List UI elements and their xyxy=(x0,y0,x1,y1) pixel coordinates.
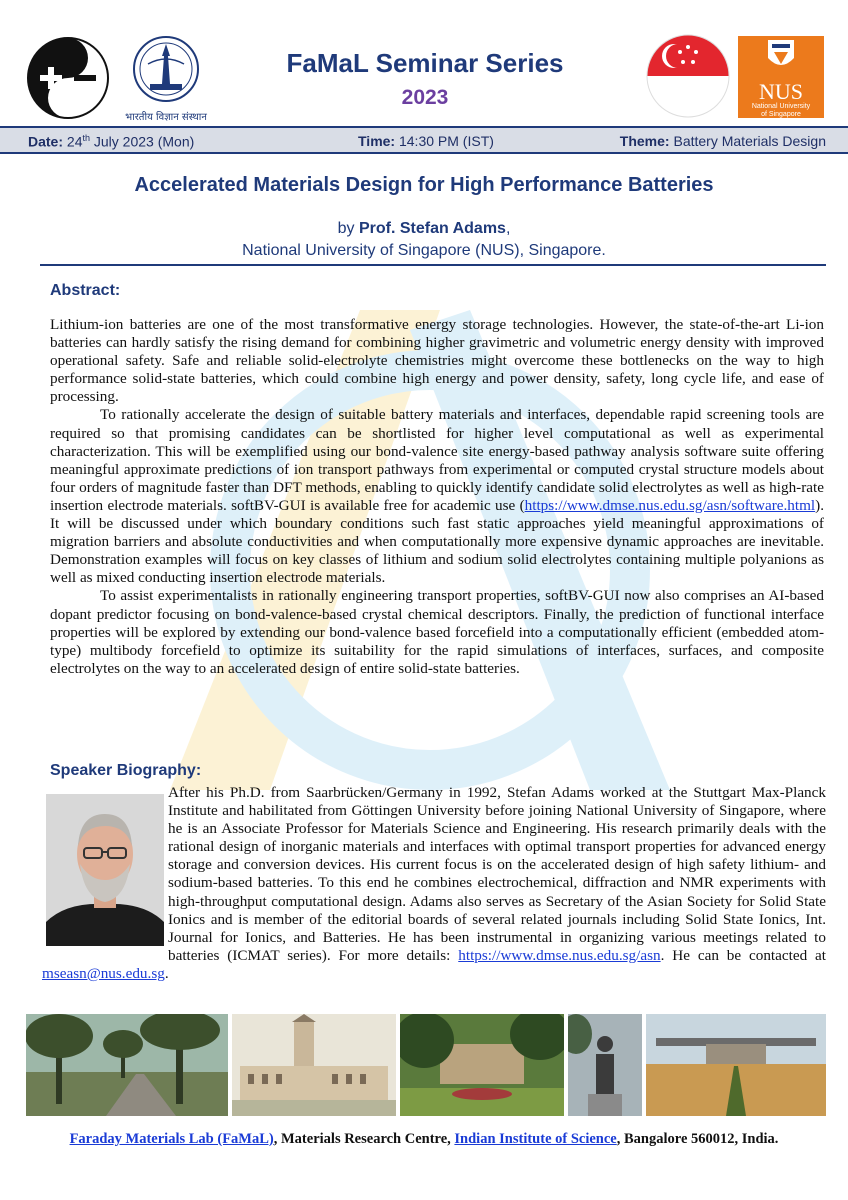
date-day: 24 xyxy=(66,133,83,150)
abstract-paragraph-2 xyxy=(50,406,824,587)
by-word: by xyxy=(337,220,355,237)
bio-text-a: After his Ph.D. from Saarbrücken/Germany in 1992, Stefan Adams worked at the Stuttgart Max-Planck Institute and habilitated from Göttingen University before joining National University of Singapore, where he is an Associate Professor for Materials Science and Engineering. His research primarily deals with the rational design of inorganic materials and interfaces with optimal transport properties for advanced energy storage and conversion devices. His current focus is on the accelerated design of high safety lithium- and sodium-based batteries. To this end he combines electrochemical, diffraction and NMR experiments with high-throughput computational design. Adams also serves as Secretary of the Asian Society for Solid State Ionics and is member of the editorial boards of several related journals including Solid State Ionics, Int. Journal for Ionics, and Batteries. He has been instrumental in organizing various meetings related to batteries (ICMAT series). For more details: xyxy=(168,784,826,964)
nus-crest-icon xyxy=(738,36,824,76)
email-link[interactable]: mseasn@nus.edu.sg xyxy=(42,964,165,982)
abstract-heading: Abstract: xyxy=(50,282,121,299)
campus-photo-statue xyxy=(568,1014,642,1116)
abstract-paragraph-3: To assist experimentalists in rationally engineering transport properties, softBV-GUI now also comprises an AI-based dopant predictor focusing on bond-valence-based crystal chemical descriptors. Finally, the prediction of functional interface properties will be explored by extending our bond-valence based forcefield into a computationally efficient (embedded atom-type) multibody forcefield to optimize its suitability for the rapid simulations of interfaces, surfaces, and composite electrolytes on the way to an accelerated design of entire solid-state batteries. xyxy=(50,587,824,677)
series-year: 2023 xyxy=(401,86,449,109)
bio-heading: Speaker Biography: xyxy=(50,762,202,779)
time-info xyxy=(358,133,494,149)
iisc-emblem-icon xyxy=(124,34,208,104)
asn-link[interactable]: https://www.dmse.nus.edu.sg/asn xyxy=(458,946,661,964)
campus-photo-trees xyxy=(26,1014,228,1116)
famal-link[interactable]: Faraday Materials Lab (FaMaL) xyxy=(69,1131,274,1147)
singapore-flag-logo xyxy=(646,34,730,118)
byline: by Prof. Stefan Adams, National University of Singapore (NUS), Singapore. xyxy=(0,218,848,262)
theme-label: Theme: xyxy=(619,133,670,149)
abstract-p2-text-a: To rationally accelerate the design of suitable battery materials and interfaces, dependable rapid screening tools are required so that promising candidates can be shortlisted for higher level computational as well as experimental characterization. This will be exemplified using our bond-valence site energy-based pathway analysis software suite offering meaningful approximate predictions of ion transport pathways from experimental or computed crystal structure models about four orders of magnitude faster than DFT methods, enabling to quickly identify candidate solid electrolytes as well as high-rate insertion electrode materials. softBV-GUI is available free for academic use ( xyxy=(50,406,824,514)
campus-photo-gate xyxy=(646,1014,826,1116)
date-sup: th xyxy=(82,133,90,143)
footer xyxy=(0,1131,848,1148)
time-value: 14:30 PM (IST) xyxy=(398,133,494,149)
time-label: Time: xyxy=(358,133,396,149)
date-info xyxy=(28,133,194,150)
footer-text-2: , Bangalore 560012, India. xyxy=(616,1131,779,1147)
bio-text-c: . xyxy=(164,964,169,982)
speaker-name: Prof. Stefan Adams xyxy=(358,220,506,237)
info-bar xyxy=(0,126,848,154)
date-rest: July 2023 (Mon) xyxy=(93,133,195,150)
speaker-photo xyxy=(46,794,164,946)
iisc-logo xyxy=(124,34,208,123)
campus-photo-main-building xyxy=(232,1014,396,1116)
nus-subtitle-1: National University xyxy=(751,103,811,110)
date-label: Date: xyxy=(28,133,64,150)
bio-text-b: . He can be contacted at xyxy=(660,946,826,964)
iisc-logo-text: भारतीय विज्ञान संस्थान xyxy=(125,112,207,123)
speaker-affiliation: National University of Singapore (NUS), Singapore. xyxy=(242,242,606,259)
abstract-body xyxy=(50,316,824,678)
nus-subtitle-2: of Singapore xyxy=(761,111,801,118)
software-link[interactable]: https://www.dmse.nus.edu.sg/asn/software.html xyxy=(524,496,816,514)
famal-logo xyxy=(26,36,110,120)
nus-name: NUS xyxy=(758,79,803,104)
series-title: FaMaL Seminar Series xyxy=(286,48,564,78)
theme-value: Battery Materials Design xyxy=(673,133,826,149)
footer-text-1: , Materials Research Centre, xyxy=(273,1131,455,1147)
divider xyxy=(40,264,826,266)
abstract-paragraph-1: Lithium-ion batteries are one of the most transformative energy storage technologies. However, the state-of-the-art Li-ion batteries can hardly satisfy the rising demand for combining higher gravimetric and volumetric energy density with improved operational safety. Safe and reliable solid-electrolyte chemistries might overcome these bottlenecks on the way to high performance solid-state batteries, which could combine high energy and power density, safety, long cycle life, and ease of processing. xyxy=(50,316,824,406)
talk-title: Accelerated Materials Design for High Performance Batteries xyxy=(134,174,714,196)
nus-logo xyxy=(738,36,824,118)
iisc-link[interactable]: Indian Institute of Science xyxy=(454,1131,617,1147)
campus-photo-garden xyxy=(400,1014,564,1116)
theme-info xyxy=(620,133,826,149)
abstract-p2-text-b: ). It will be discussed under which boundary conditions such fast static approaches yield meaningful approximations of migration barriers and absolute conductivities and when computationally more expensive dynamic approaches are inevitable. Demonstration examples will focus on key classes of lithium and sodium solid electrolytes containing multiple polyanions as well as mixed conducting insertion electrode materials. xyxy=(50,496,824,587)
